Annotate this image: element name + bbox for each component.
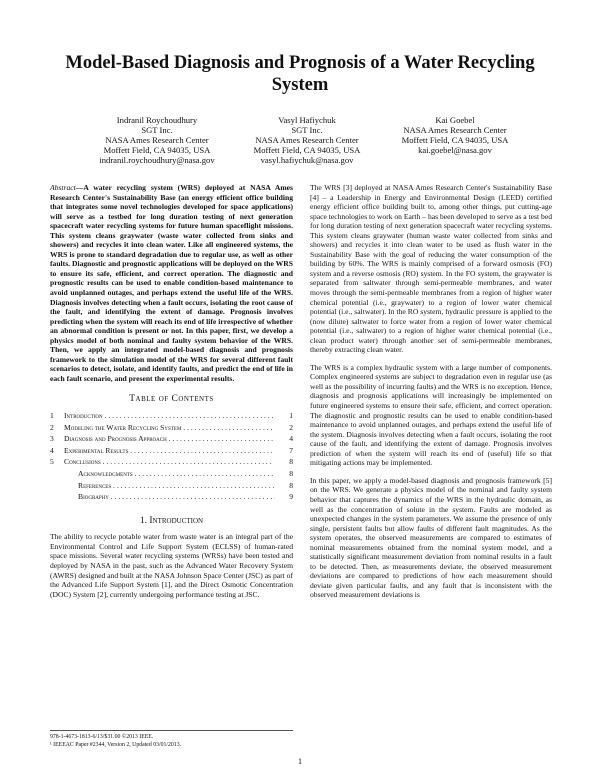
toc-item[interactable] bbox=[50, 491, 293, 503]
toc-num bbox=[50, 480, 64, 492]
toc-label: Biography . . . bbox=[64, 491, 275, 503]
toc-num: 5 bbox=[50, 457, 54, 467]
footnotes bbox=[50, 730, 293, 749]
page-number: 1 bbox=[297, 756, 303, 766]
toc-num: 1 bbox=[50, 411, 54, 421]
author-email: vasyl.hafiychuk@nasa.gov bbox=[260, 155, 354, 165]
author-name: Kai Goebel bbox=[435, 115, 475, 125]
author-location: Moffett Field, CA 94035, USA bbox=[253, 145, 361, 155]
author-center: NASA Ames Research Center bbox=[255, 135, 359, 145]
toc-label: References . . . bbox=[64, 480, 275, 492]
body-paragraph: The WRS is a complex hydraulic system with a large number of components. Complex engineered systems are subject to degradation even in regular use (as well as the possibility of incurring faults) and the WRS is no exception. Hence, diagnosis and prognosis applications will increasingly be implemented on future engineered systems to ensure their safe, efficient, and correct operation. The diagnostic and prognostic results can be used to enable condition-based maintenance to avoid unplanned outages, and perhaps extend the useful life of the system. Diagnosis involves detecting when a fault occurs, isolating the root cause of the fault, and identifying the extent of damage. Prognosis involves prediction of when the system will reach its end of (useful) life so that mitigating actions may be implemented. bbox=[310, 362, 552, 468]
body-paragraph: In this paper, we apply a model-based diagnosis and prognosis framework [5] on the WRS. We generate a physics model of the nominal and faulty system behavior that captures the dynamics of the WRS in the hydraulic domain, as well as the concentration of solute in the system. Faults are modeled as unexpected changes in the system parameters. We assume the presence of only single, persistent faults but allow faults of different fault magnitudes. As the system operates, the observed measurements are compared to estimates of nominal measurements obtained from the nominal system model, and a statistically significant measurement deviation from nominal results in a fault to be detected. Then, as measurements deviate, the observed measurement deviations are compared to predictions of how each measurement should deviate given particular faults, and any fault that is inconsistent with the observed measurement deviations is bbox=[310, 475, 552, 600]
toc-item[interactable] bbox=[50, 433, 293, 445]
toc-item[interactable] bbox=[50, 480, 293, 492]
author-name: Indranil Roychoudhury bbox=[116, 115, 198, 125]
toc-num bbox=[50, 468, 64, 480]
toc-page: 2 bbox=[289, 422, 293, 432]
toc-page: 8 bbox=[289, 469, 293, 478]
footnote-paper: ¹ IEEEAC Paper #2344, Version 2, Updated 03/01/2013. bbox=[50, 741, 182, 748]
author-center: NASA Ames Research Center bbox=[105, 135, 209, 145]
toc-num bbox=[50, 491, 64, 503]
toc-item[interactable] bbox=[50, 468, 293, 480]
left-column bbox=[50, 183, 293, 607]
author-org: SGT Inc. bbox=[141, 125, 173, 135]
author-center: Moffett Field, CA 94035, USA bbox=[401, 135, 509, 145]
toc-item[interactable] bbox=[50, 422, 293, 434]
author-email: indranil.roychoudhury@nasa.gov bbox=[99, 155, 215, 165]
intro-paragraph: The ability to recycle potable water from waste water is an integral part of the Environmental Control and Life Support System (ECLSS) of human-rated space missions. Several water recycling systems (WRSs) have been tested and deployed by NASA in the past, such as the Advanced Water Recovery System (AWRS) designed and built at the NASA Johnson Space Center (JSC) as part of the Advanced Life Support System [1], and the Direct Osmotic Concentration (DOC) System [2], currently undergoing performance testing at JSC. bbox=[50, 532, 293, 599]
toc-num: 4 bbox=[50, 445, 54, 455]
author-location: Moffett Field, CA 94035, USA bbox=[103, 145, 211, 155]
author-block-3 bbox=[360, 115, 550, 155]
toc-item[interactable] bbox=[50, 445, 293, 457]
abstract-lead: Abstract bbox=[50, 183, 76, 192]
table-of-contents bbox=[50, 410, 293, 503]
toc-label: Diagnosis and Prognosis Approach . . . bbox=[64, 433, 275, 445]
footnote-copyright: 978-1-4673-1813-6/13/$31.00 ©2013 IEEE. bbox=[50, 734, 154, 740]
toc-page: 4 bbox=[289, 434, 293, 444]
abstract bbox=[50, 183, 293, 383]
right-column bbox=[310, 183, 552, 608]
toc-label: Acknowledgments . . . bbox=[64, 468, 275, 480]
toc-num: 3 bbox=[50, 434, 54, 444]
author-name: Vasyl Hafiychuk bbox=[278, 115, 336, 125]
toc-num: 2 bbox=[50, 422, 54, 432]
toc-page: 7 bbox=[289, 445, 293, 455]
author-org: SGT Inc. bbox=[291, 125, 323, 135]
toc-label: Conclusions . . . bbox=[64, 456, 275, 468]
author-location: kai.goebel@nasa.gov bbox=[418, 145, 492, 155]
paper-title: Model-Based Diagnosis and Prognosis of a Water Recycling System bbox=[65, 53, 535, 95]
toc-label: Experimental Results . . . bbox=[64, 445, 275, 457]
abstract-text: —A water recycling system (WRS) deployed at NASA Ames Research Center's Sustainability Base (an energy efficient office building that integrates some novel technologies developed for space applications) will serve as a testbed for long duration testing of next generation spacecraft water recycling systems for future human spaceflight missions. This system cleans graywater (waste water collected from sinks and showers) and recycles it into clean water. Like all engineered systems, the WRS is prone to standard degradation due to regular use, as well as other faults. Diagnostic and prognostic applications will be deployed on the WRS to ensure its safe, efficient, and correct operation. The diagnostic and prognostic results can be used to enable condition-based maintenance to avoid unplanned outages, and perhaps extend the useful life of the WRS. Diagnosis involves detecting when a fault occurs, isolating the root cause of the fault, and identifying the extent of damage. Prognosis involves predicting when the system will reach its end of life irrespective of whether an abnormal condition is present or not. In this paper, first, we develop a physics model of both nominal and faulty system behavior of the WRS. Then, we apply an integrated model-based diagnosis and prognosis framework to the simulation model of the WRS for several different fault scenarios to detect, isolate, and identify faults, and predict the end of life in each fault scenario, and present the experimental results. bbox=[50, 183, 293, 383]
toc-item[interactable] bbox=[50, 456, 293, 468]
section-heading: 1. Introduction bbox=[139, 515, 204, 526]
toc-title: Table of Contents bbox=[129, 394, 214, 405]
body-paragraph: The WRS [3] deployed at NASA Ames Research Center's Sustainability Base [4] – a Leadership in Energy and Environmental Design (LEED) certified energy efficient office building built to, among other things, put cutting-age space technologies to work on Earth – has been developed to serve as a test bed for long duration testing of next generation spacecraft water recycling systems. This system cleans graywater (human waste water collected from sinks and showers) and recycles it into clean water to be used as flush water in the Sustainability Base with the goal of reducing the water consumption of the building by 60%. The WRS is mainly comprised of a forward osmosis (FO) system and a reverse osmosis (RO) system. In the FO system, the graywater is separated from saltwater through semi-permeable membranes, and water moves through the semi-permeable membranes from a region of higher water chemical potential (i.e., graywater) to a region of lower water chemical potential (i.e., saltwater). In the RO system, hydraulic pressure is applied to the (now dilute) saltwater to force water from a region of lower water chemical potential (i.e., saltwater) to a region of higher water chemical potential (i.e., clean product water) through another set of semi-permeable membranes, thereby extracting clean water. bbox=[310, 183, 552, 355]
toc-page: 9 bbox=[289, 492, 293, 502]
toc-page: 8 bbox=[289, 457, 293, 467]
toc-label: Introduction . . . bbox=[64, 410, 275, 422]
author-org: NASA Ames Research Center bbox=[403, 125, 507, 135]
toc-label: Modeling the Water Recycling System . . . bbox=[64, 422, 275, 434]
toc-item[interactable] bbox=[50, 410, 293, 422]
toc-page: 8 bbox=[289, 480, 293, 490]
toc-page: 1 bbox=[289, 411, 293, 421]
